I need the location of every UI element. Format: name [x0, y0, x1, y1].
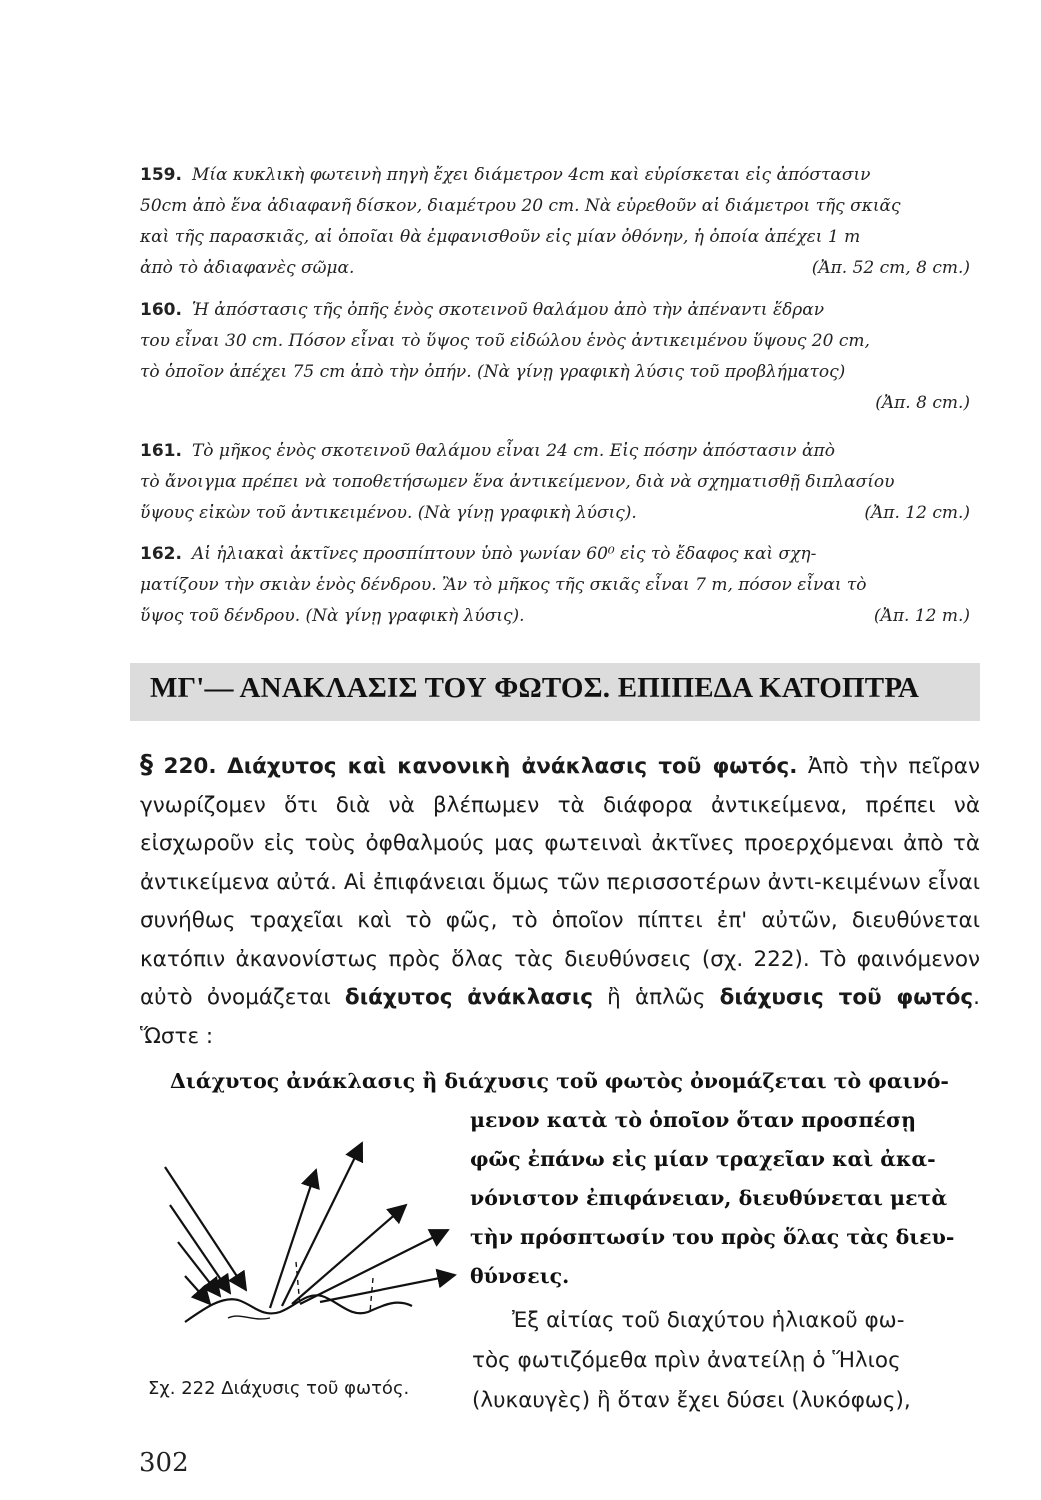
conjunction: ἢ: [607, 985, 621, 1010]
exercise-number: 159.: [140, 165, 182, 185]
section-intro: Ἀπὸ τὴν πεῖραν γνωρίζομεν ὅτι διὰ νὰ βλέπωμεν τὰ διάφορα ἀντικείμενα, πρέπει νὰ εἰσχωροῦν εἰς τοὺς ὀφθαλμούς μας φωτειναὶ ἀκτῖνες προερχόμεναι ἀπὸ τὰ ἀντικείμενα αὐτά. Αἱ ἐπιφάνειαι ὅμως τῶν περισσοτέρων ἀντι-κειμένων εἶναι συνήθως τραχεῖαι καὶ τὸ φῶς, τὸ ὁποῖον πίπτει ἐπ' αὐτῶν, διευθύνεται κατόπιν ἀκανονίστως πρὸς ὅλας τὰς διευθύνσεις (σχ. 222). Τὸ φαινόμενον αὐτὸ ὀνομάζεται: [140, 754, 980, 1010]
reflected-ray: [282, 1143, 362, 1306]
exercise-line: Ἡ ἀπόστασις τῆς ὀπῆς ἑνὸς σκοτεινοῦ θαλάμου ἀπὸ τὴν ἀπέναντι ἕδραν: [191, 300, 825, 320]
exercise-number: 160.: [140, 300, 182, 320]
exercise-answer: (Ἀπ. 12 m.): [873, 606, 970, 626]
term-diffuse-reflection: διάχυτος ἀνάκλασις: [344, 985, 593, 1010]
section-number: 220.: [163, 754, 217, 779]
closing-paragraph: [472, 1301, 980, 1421]
page-number: 302: [139, 1448, 189, 1478]
hence-text: . Ὥστε :: [140, 985, 980, 1049]
exercise-line: ὕψος τοῦ δένδρου. (Νὰ γίνῃ γραφικὴ λύσις).: [140, 606, 525, 626]
definition-first-line: Διάχυτος ἀνάκλασις ἢ διάχυσις τοῦ φωτὸς ὀνομάζεται τὸ φαινό-: [170, 1069, 949, 1093]
normal-line: [370, 1278, 373, 1312]
exercise-line: ἀπὸ τὸ ἀδιαφανὲς σῶμα.: [140, 258, 355, 278]
exercise-line: Τὸ μῆκος ἑνὸς σκοτεινοῦ θαλάμου εἶναι 24 cm. Εἰς πόσην ἀπόστασιν ἀπὸ: [191, 441, 835, 461]
reflected-ray: [270, 1170, 316, 1308]
exercise-answer: (Ἀπ. 12 cm.): [864, 503, 970, 523]
exercise-line: τὸ ὁποῖον ἀπέχει 75 cm ἀπὸ τὴν ὀπήν. (Νὰ γίνῃ γραφικὴ λύσις τοῦ προβλήματος): [140, 362, 846, 382]
exercise-line: ματίζουν τὴν σκιὰν ἑνὸς δένδρου. Ἂν τὸ μῆκος τῆς σκιᾶς εἶναι 7 m, πόσον εἶναι τὸ: [140, 575, 867, 595]
definition-line: θύνσεις.: [470, 1264, 570, 1288]
exercise-line: του εἶναι 30 cm. Πόσον εἶναι τὸ ὕψος τοῦ εἰδώλου ἑνὸς ἀντικειμένου ὕψους 20 cm,: [140, 331, 870, 351]
paragraph-line: (λυκαυγὲς) ἢ ὅταν ἔχει δύσει (λυκόφως),: [472, 1388, 911, 1413]
word-simply: ἁπλῶς: [634, 985, 706, 1010]
chapter-title: ΜΓ'— ΑΝΑΚΛΑΣΙΣ ΤΟΥ ΦΩΤΟΣ. ΕΠΙΠΕΔΑ ΚΑΤΟΠΤΡΑ: [150, 672, 920, 704]
section-heading: Διάχυτος καὶ κανονικὴ ἀνάκλασις τοῦ φωτός.: [227, 754, 798, 779]
term-diffusion: διάχυσις τοῦ φωτός: [719, 985, 974, 1010]
exercise-answer: (Ἀπ. 8 cm.): [875, 393, 970, 413]
reflected-ray: [300, 1230, 448, 1304]
exercise-line: καὶ τῆς παρασκιᾶς, αἱ ὁποῖαι θὰ ἐμφανισθοῦν εἰς μίαν ὀθόνην, ἡ ὁποία ἀπέχει 1 m: [140, 227, 861, 247]
paragraph-line: τὸς φωτιζόμεθα πρὶν ἀνατείλῃ ὁ Ἥλιος: [472, 1348, 901, 1373]
incident-ray: [165, 1167, 246, 1290]
exercise-line: τὸ ἄνοιγμα πρέπει νὰ τοποθετήσωμεν ἕνα ἀντικείμενον, διὰ νὰ σχηματισθῇ διπλασίου: [140, 472, 895, 492]
exercise-number: 161.: [140, 441, 182, 461]
exercise-line: 50cm ἀπὸ ἕνα ἀδιαφανῆ δίσκον, διαμέτρου 20 cm. Νὰ εὑρεθοῦν αἱ διάμετροι τῆς σκιᾶς: [140, 196, 901, 216]
exercise-line: ὕψους εἰκὼν τοῦ ἀντικειμένου. (Νὰ γίνῃ γραφικὴ λύσις).: [140, 503, 637, 523]
reflected-ray: [320, 1275, 455, 1302]
definition-line: τὴν πρόσπτωσίν του πρὸς ὅλας τὰς διευ-: [470, 1225, 955, 1249]
paragraph-line: Ἐξ αἰτίας τοῦ διαχύτου ἡλιακοῦ φω-: [512, 1308, 905, 1333]
section-symbol: §: [140, 750, 153, 780]
incident-ray: [185, 1276, 210, 1304]
exercise-line: Μία κυκλικὴ φωτεινὴ πηγὴ ἔχει διάμετρον 4cm καὶ εὑρίσκεται εἰς ἀπόστασιν: [191, 165, 871, 185]
definition-line: φῶς ἐπάνω εἰς μίαν τραχεῖαν καὶ ἀκα-: [470, 1147, 936, 1171]
definition-line: νόνιστον ἐπιφάνειαν, διευθύνεται μετὰ: [470, 1186, 948, 1210]
figure-caption: Σχ. 222 Διάχυσις τοῦ φωτός.: [148, 1378, 410, 1399]
exercise-number: 162.: [140, 544, 182, 564]
definition-line: μενον κατὰ τὸ ὁποῖον ὅταν προσπέσῃ: [470, 1108, 916, 1132]
exercise-line: Αἱ ἡλιακαὶ ἀκτῖνες προσπίπτουν ὑπὸ γωνίαν 60⁰ εἰς τὸ ἔδαφος καὶ σχη-: [191, 544, 817, 564]
exercise-answer: (Ἀπ. 52 cm, 8 cm.): [811, 258, 970, 278]
